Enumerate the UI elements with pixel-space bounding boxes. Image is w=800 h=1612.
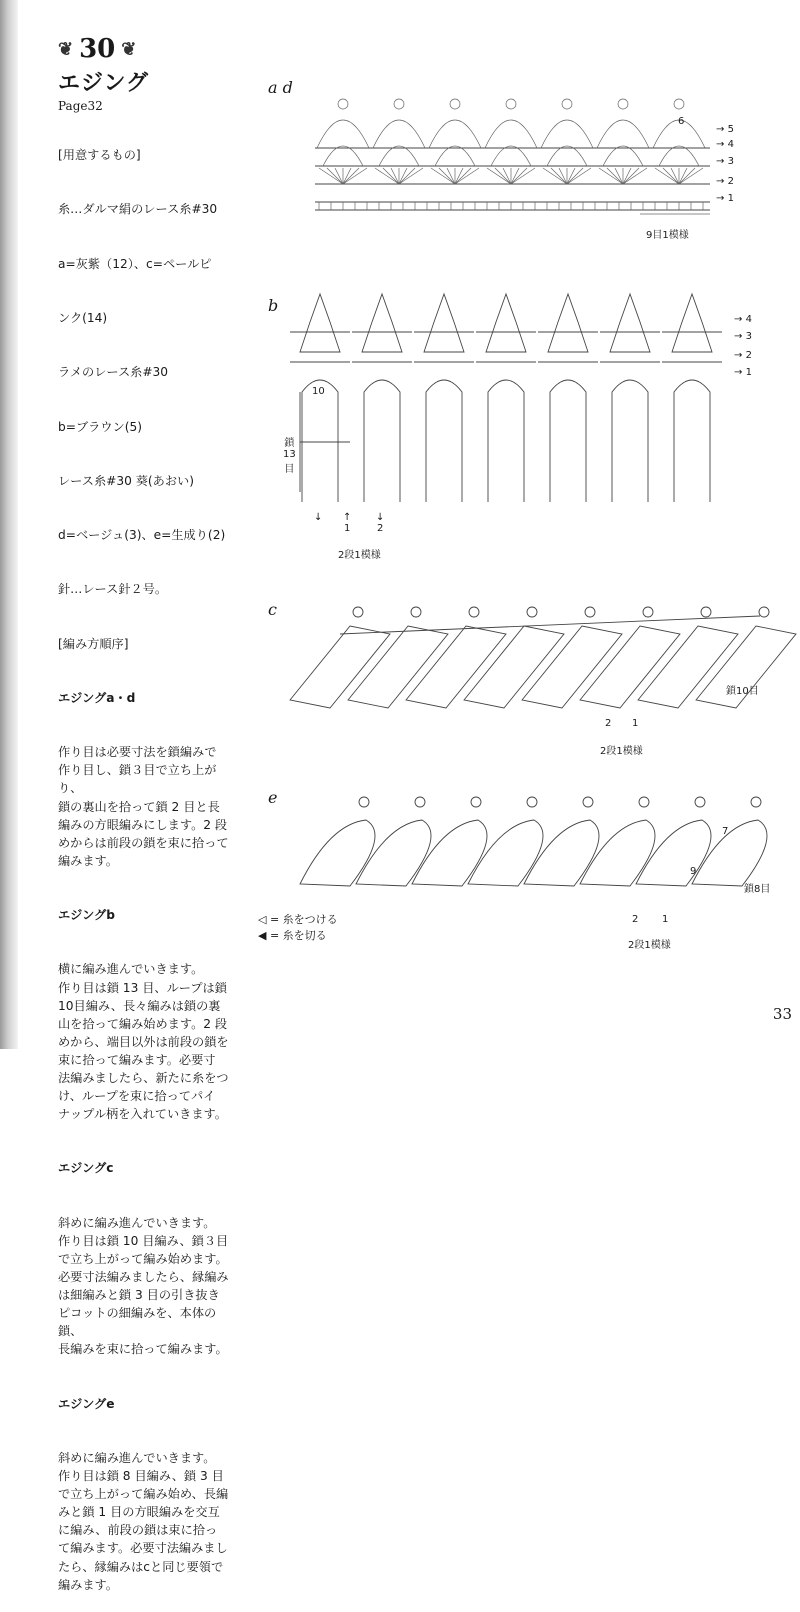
pattern-number-line [58,34,149,64]
diagram-b-chart [290,292,730,512]
b-loop-number: 10 [312,386,325,397]
book-spine-shadow [0,0,18,1049]
ad-row-2: → 2 [716,176,734,187]
e-chain-note: 鎖8目 [744,884,771,895]
b-row-4: → 4 [734,314,752,325]
method-heading: [編み方順序] [58,636,129,651]
b-arrow-left: ↓ [314,512,323,523]
ad-row-3: → 3 [716,156,734,167]
ad-row-4: → 4 [716,139,734,150]
c-arrow-2: 2 [605,718,612,729]
ad-row-5: → 5 [716,124,734,135]
material-line: 針…レース針２号。 [58,582,168,597]
material-line: レース糸#30 葵(あおい) [58,473,194,488]
b-row-3: → 3 [734,331,752,342]
symbol-legend [258,912,338,944]
section-b-text: 横に編み進んでいきます。 作り目は鎖 13 目、ループは鎖 10目編み、長々編みは鎖の裏 山を拾って編み始めます。2 段 めから、端目以外は前段の鎖を 束に拾って編みます。必要寸 法編みましたら、新たに糸をつ け、ループを束に拾ってパイ ナップル柄を入れていきます。 [58,962,229,1122]
c-chain-note: 鎖10目 [726,686,759,697]
ad-repeat-label: 9目1模様 [646,230,689,241]
b-row-2: → 2 [734,350,752,361]
material-line: ラメのレース糸#30 [58,365,169,380]
c-repeat-label: 2段1模様 [600,746,643,757]
section-e-text: 斜めに編み進んでいきます。 作り目は鎖 8 目編み、鎖 3 目 で立ち上がって編み始め、長編 みと鎖 1 目の方眼編みを交互 に編み、前段の鎖は束に拾っ て編みます。必要寸法編みまし たら、縁編みはcと同じ要領で 編みます。 [58,1450,229,1592]
c-arrow-1: 1 [632,718,639,729]
b-chain-note: 鎖 13 目 [283,438,296,475]
material-line: b=ブラウン(5) [58,419,142,434]
page-reference: Page32 [58,99,103,113]
material-line: ンク(14) [58,311,108,326]
diagram-b-label: b [268,296,279,315]
materials-heading: [用意するもの] [58,148,141,163]
material-line: 糸…ダルマ絹のレース糸#30 [58,202,218,217]
legend-cut: ◀ = 糸を切る [258,929,327,942]
section-c-heading: エジングc [58,1161,114,1176]
diagram-c-label: c [268,600,277,619]
e-arrow-1: 1 [662,914,669,925]
legend-attach: ◁ = 糸をつける [258,913,338,926]
material-line: a=灰紫（12）、c=ペールピ [58,256,212,271]
e-number-9: 9 [690,866,697,877]
material-line: d=ベージュ(3)、e=生成り(2) [58,528,226,543]
b-row-1: → 1 [734,367,752,378]
section-ad-heading: エジングa・d [58,691,136,705]
ornament-right-icon: ❦ [121,38,137,60]
page-number: 33 [772,1005,792,1023]
ad-loop-number: 6 [678,116,685,127]
pattern-title: エジング [58,71,150,96]
e-arrow-2: 2 [632,914,639,925]
diagram-ad-label: a d [268,78,293,97]
section-e-heading: エジングe [58,1396,115,1411]
diagram-ad-chart [305,92,725,222]
diagram-c-chart [280,604,770,714]
ornament-left-icon: ❦ [58,38,74,60]
section-b-heading: エジングb [58,908,115,923]
ad-row-1: → 1 [716,193,734,204]
e-repeat-label: 2段1模様 [628,940,671,951]
pattern-number: 30 [79,34,116,64]
instructions-column [58,110,238,1612]
diagram-e-chart [280,794,770,904]
pattern-header [58,34,149,113]
b-arrow-1: ↑ 1 [343,512,352,534]
e-number-7: 7 [722,826,729,837]
diagram-e-label: e [268,788,278,807]
b-arrow-2: ↓ 2 [376,512,385,534]
section-c-text: 斜めに編み進んでいきます。 作り目は鎖 10 目編み、鎖３目 で立ち上がって編み始めます。 必要寸法編みましたら、縁編み は細編みと鎖 3 目の引き抜き ピコットの細編みを、本体の鎖、 長編みを束に拾って編みます。 [58,1215,229,1357]
section-ad-text: 作り目は必要寸法を鎖編みで 作り目し、鎖３目で立ち上がり、 鎖の裏山を拾って鎖 2 目と長 編みの方眼編みにします。2 段 めからは前段の鎖を束に拾って 編みます。 [58,745,229,868]
b-repeat-label: 2段1模様 [338,550,381,561]
